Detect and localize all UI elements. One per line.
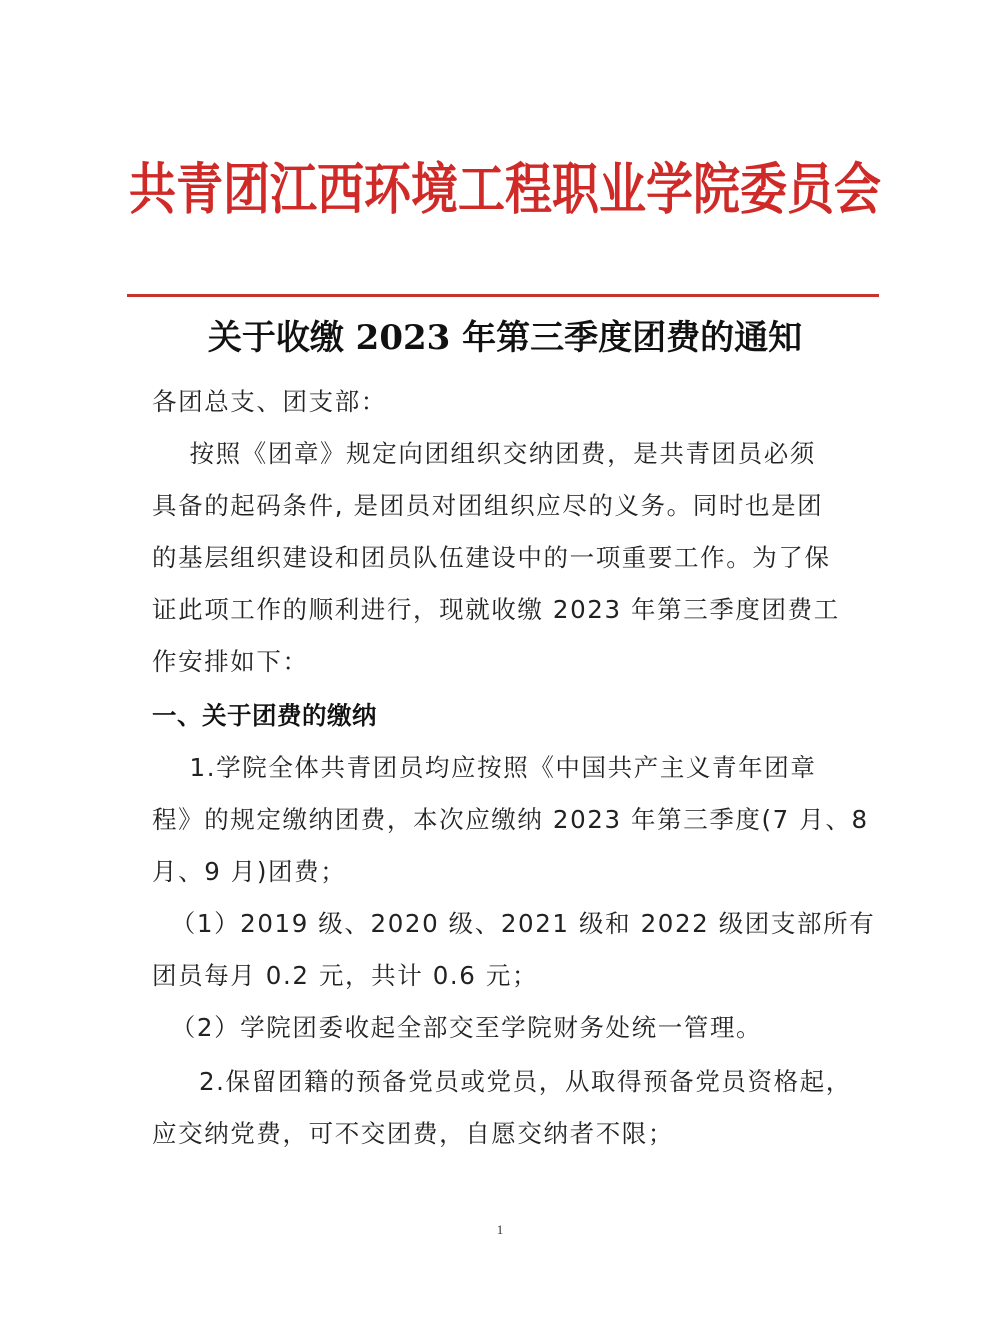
- sub-item-2: （2）学院团委收起全部交至学院财务处统一管理。: [152, 1013, 763, 1042]
- item-line: 应交纳党费，可不交团费，自愿交纳者不限；: [152, 1119, 674, 1148]
- sub-item-1: [152, 898, 876, 1002]
- salutation: 各团总支、团支部：: [152, 387, 387, 416]
- masthead: [120, 140, 890, 230]
- page-number: 1: [496, 1222, 504, 1237]
- document-title: 关于收缴 2023 年第三季度团费的通知: [207, 318, 803, 358]
- body-line: 的基层组织建设和团员队伍建设中的一项重要工作。为了保: [152, 543, 831, 572]
- item-1: [152, 742, 869, 898]
- red-divider-rule: [127, 294, 879, 297]
- sub-item-line: 团员每月 0.2 元，共计 0.6 元；: [152, 961, 539, 990]
- masthead-title: 共青团江西环境工程职业学院委员会: [129, 157, 881, 223]
- body-line: 按照《团章》规定向团组织交纳团费，是共青团员必须: [152, 439, 816, 468]
- item-2: [152, 1056, 852, 1160]
- section-heading: 一、关于团费的缴纳: [152, 701, 377, 730]
- item-line: 程》的规定缴纳团费，本次应缴纳 2023 年第三季度(7 月、8: [152, 805, 869, 834]
- sub-item-line: （1）2019 级、2020 级、2021 级和 2022 级团支部所有: [152, 909, 876, 938]
- body-line: 证此项工作的顺利进行，现就收缴 2023 年第三季度团费工: [152, 595, 840, 624]
- body-line: 作安排如下：: [152, 647, 309, 676]
- item-line: 2.保留团籍的预备党员或党员，从取得预备党员资格起，: [152, 1067, 852, 1096]
- body-line: 具备的起码条件, 是团员对团组织应尽的义务。同时也是团: [152, 491, 824, 520]
- body-paragraph: [152, 428, 852, 688]
- item-line: 月、9 月)团费；: [152, 857, 347, 886]
- item-line: 1.学院全体共青团员均应按照《中国共产主义青年团章: [152, 753, 817, 782]
